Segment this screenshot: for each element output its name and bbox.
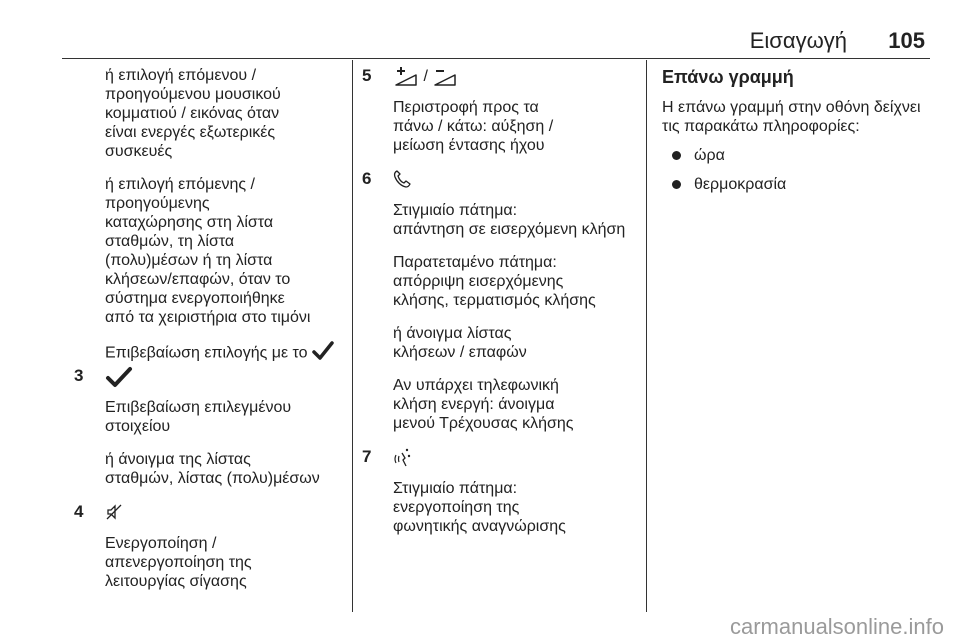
bullet-text: θερμοκρασία bbox=[694, 176, 787, 193]
voice-recognition-icon bbox=[393, 447, 642, 469]
mute-icon bbox=[105, 502, 344, 524]
text-line: ενεργοποίηση της bbox=[393, 499, 520, 516]
text-line: ή άνοιγμα λίστας bbox=[393, 325, 512, 342]
paragraph bbox=[105, 341, 344, 366]
text-line: συσκευές bbox=[105, 143, 173, 160]
text-line: από τα χειριστήρια στο τιμόνι bbox=[105, 309, 311, 326]
paragraph bbox=[393, 253, 642, 310]
text-line: τις παρακάτω πληροφορίες: bbox=[662, 118, 860, 135]
volume-up-down-icon bbox=[393, 66, 642, 88]
column-divider bbox=[646, 60, 647, 612]
text-line: φωνητικής αναγνώρισης bbox=[393, 518, 566, 535]
text-line: κλήσης, τερματισμός κλήσης bbox=[393, 292, 596, 309]
item-4 bbox=[74, 502, 344, 591]
bullet-item bbox=[662, 146, 942, 165]
text-line: προηγούμενης bbox=[105, 195, 210, 212]
item-7 bbox=[362, 447, 642, 536]
text-line: ή άνοιγμα της λίστας bbox=[105, 451, 251, 468]
text-line: σταθμών, τη λίστα bbox=[105, 233, 235, 250]
section-heading: Επάνω γραμμή bbox=[662, 67, 794, 87]
paragraph bbox=[393, 201, 642, 239]
text-line: κλήσεων/επαφών, όταν το bbox=[105, 271, 291, 288]
item-5 bbox=[362, 66, 642, 155]
text-line: πάνω / κάτω: αύξηση / bbox=[393, 118, 554, 135]
bullet-item bbox=[662, 175, 942, 194]
bullet-icon bbox=[672, 180, 681, 189]
page-header bbox=[0, 28, 960, 58]
text-line: απάντηση σε εισερχόμενη κλήση bbox=[393, 221, 626, 238]
text-line: Στιγμιαίο πάτημα: bbox=[393, 480, 518, 497]
column-right bbox=[662, 66, 942, 194]
bullet-icon bbox=[672, 151, 681, 160]
paragraph bbox=[662, 98, 942, 136]
paragraph bbox=[105, 398, 344, 436]
paragraph bbox=[393, 479, 642, 536]
item-6 bbox=[362, 169, 642, 433]
phone-icon bbox=[393, 169, 642, 191]
text-line: ή επιλογή επόμενου / bbox=[105, 67, 257, 84]
section-title: Εισαγωγή bbox=[749, 28, 847, 53]
column-middle bbox=[362, 66, 642, 550]
text-line: σταθμών, λίστας (πολυ)μέσων bbox=[105, 470, 320, 487]
text-line: Ενεργοποίηση / bbox=[105, 535, 217, 552]
column-divider bbox=[352, 60, 353, 612]
item-number: 6 bbox=[362, 169, 372, 188]
text-line: λειτουργίας σίγασης bbox=[105, 573, 247, 590]
paragraph bbox=[393, 324, 642, 362]
watermark: carmanualsonline.info bbox=[729, 614, 944, 639]
text-line: είναι ενεργές εξωτερικές bbox=[105, 124, 276, 141]
page-number: 105 bbox=[888, 28, 925, 53]
paragraph bbox=[105, 175, 344, 327]
text-line: κλήσεων / επαφών bbox=[393, 344, 527, 361]
item-number: 3 bbox=[74, 366, 84, 385]
item-number: 4 bbox=[74, 502, 84, 521]
text-line: προηγούμενου μουσικού bbox=[105, 86, 281, 103]
item-number: 7 bbox=[362, 447, 372, 466]
text-span: Επιβεβαίωση επιλογής με το bbox=[105, 344, 308, 362]
text-line: Επιβεβαίωση επιλεγμένου bbox=[105, 399, 292, 416]
text-line: στοιχείου bbox=[105, 418, 171, 435]
icon-separator: / bbox=[423, 68, 428, 86]
item-number: 5 bbox=[362, 66, 372, 85]
header-divider bbox=[62, 58, 930, 59]
text-line: καταχώρησης στη λίστα bbox=[105, 214, 274, 231]
item-3 bbox=[74, 366, 344, 488]
text-line: απόρριψη εισερχόμενης bbox=[393, 273, 564, 290]
text-line: Περιστροφή προς τα bbox=[393, 99, 539, 116]
text-line: (πολυ)μέσων ή τη λίστα bbox=[105, 252, 273, 269]
checkmark-icon bbox=[105, 366, 344, 388]
text-line: απενεργοποίηση της bbox=[105, 554, 252, 571]
text-line: Η επάνω γραμμή στην οθόνη δείχνει bbox=[662, 99, 921, 116]
column-left bbox=[74, 66, 344, 605]
checkmark-icon bbox=[312, 341, 334, 366]
text-line: Παρατεταμένο πάτημα: bbox=[393, 254, 557, 271]
intro-block bbox=[74, 66, 344, 366]
paragraph bbox=[105, 66, 344, 161]
text-line: Αν υπάρχει τηλεφωνική bbox=[393, 377, 559, 394]
paragraph bbox=[105, 450, 344, 488]
bullet-text: ώρα bbox=[694, 147, 725, 164]
text-line: σύστημα ενεργοποιήθηκε bbox=[105, 290, 285, 307]
text-line: κομματιού / εικόνας όταν bbox=[105, 105, 280, 122]
paragraph bbox=[393, 98, 642, 155]
text-line: ή επιλογή επόμενης / bbox=[105, 176, 255, 193]
text-line bbox=[105, 341, 344, 366]
text-line: Στιγμιαίο πάτημα: bbox=[393, 202, 518, 219]
text-line: κλήση ενεργή: άνοιγμα bbox=[393, 396, 555, 413]
paragraph bbox=[105, 534, 344, 591]
text-line: μενού Τρέχουσας κλήσης bbox=[393, 415, 574, 432]
paragraph bbox=[393, 376, 642, 433]
text-line: μείωση έντασης ήχου bbox=[393, 137, 545, 154]
